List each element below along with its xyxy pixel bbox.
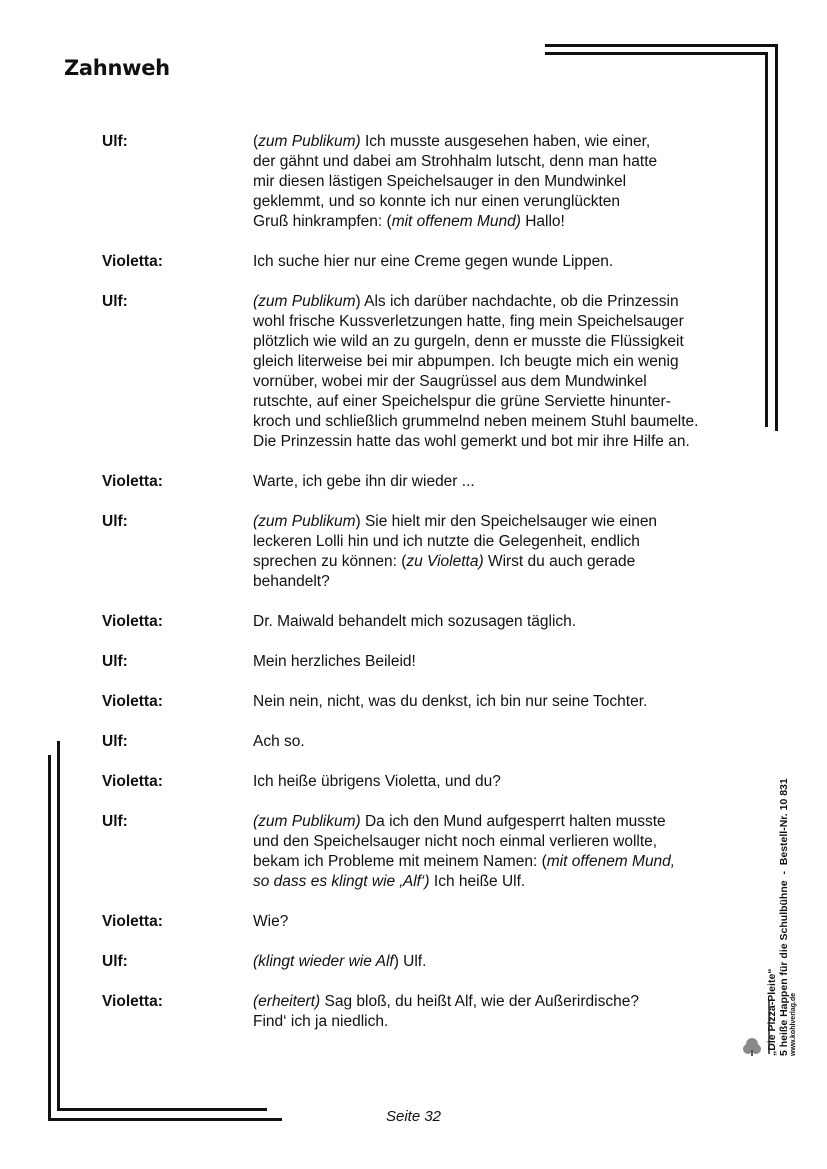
dialogue-line xyxy=(253,172,753,192)
spoken-text: Warte, ich gebe ihn dir wieder ... xyxy=(253,473,475,490)
stage-direction: (zum Publikum xyxy=(253,513,356,530)
spoken-text: Nein nein, nicht, was du denkst, ich bin nur seine Tochter. xyxy=(253,693,648,710)
dialogue-line xyxy=(253,572,753,592)
dialogue-line xyxy=(253,612,753,632)
side-book-title: „Die Pizza-Pleite“ xyxy=(766,968,778,1056)
dialogue-line xyxy=(253,1012,753,1032)
spoken-text: Find‘ ich ja niedlich. xyxy=(253,1013,389,1030)
dialogue-line xyxy=(253,952,753,972)
dialogue-line xyxy=(253,152,753,172)
dialogue-line xyxy=(253,512,753,532)
dialogue-line xyxy=(253,732,753,752)
stage-direction: mit offenem Mund) xyxy=(391,213,521,230)
dialogue-line xyxy=(253,412,753,432)
spoken-text: geklemmt, und so konnte ich nur einen verunglückten xyxy=(253,193,621,210)
speaker-name: Ulf: xyxy=(102,293,128,310)
frame-top-outer xyxy=(545,44,778,47)
spoken-text: Ich musste ausgesehen haben, wie einer, xyxy=(360,133,651,150)
dialogue-line xyxy=(253,832,753,852)
frame-left-inner xyxy=(57,741,60,1111)
spoken-text: Die Prinzessin hatte das wohl gemerkt und bot mir ihre Hilfe an. xyxy=(253,433,690,450)
dialogue-line xyxy=(253,192,753,212)
spoken-text: ) Ulf. xyxy=(393,953,427,970)
frame-top-inner xyxy=(545,52,768,55)
spoken-text: der gähnt und dabei am Strohhalm lutscht, denn man hatte xyxy=(253,153,658,170)
side-book-order: 5 heiße Happen für die Schulbühne - Bestell-Nr. 10 831 xyxy=(778,778,790,1056)
spoken-text: Sag bloß, du heißt Alf, wie der Außerirdische? xyxy=(320,993,639,1010)
stage-direction: (zum Publikum xyxy=(253,293,356,310)
speaker-name: Violetta: xyxy=(102,773,163,790)
spoken-text: sprechen zu können: ( xyxy=(253,553,407,570)
spoken-text: mir diesen lästigen Speichelsauger in den Mundwinkel xyxy=(253,173,627,190)
stage-direction: zum Publikum) xyxy=(258,133,361,150)
speaker-name: Ulf: xyxy=(102,513,128,530)
spoken-text: Ich suche hier nur eine Creme gegen wunde Lippen. xyxy=(253,253,614,270)
speaker-name: Ulf: xyxy=(102,133,128,150)
stage-direction: (zum Publikum) xyxy=(253,813,361,830)
spoken-text: bekam ich Probleme mit meinem Namen: ( xyxy=(253,853,547,870)
spoken-text: Ach so. xyxy=(253,733,305,750)
dialogue-line xyxy=(253,692,753,712)
stage-direction: (klingt wieder wie Alf xyxy=(253,953,394,970)
spoken-text: Ich heiße Ulf. xyxy=(429,873,526,890)
speaker-name: Ulf: xyxy=(102,653,128,670)
dialogue-line xyxy=(253,812,753,832)
spoken-text: ) Sie hielt mir den Speichelsauger wie einen xyxy=(355,513,658,530)
spoken-text: rutschte, auf einer Speichelspur die grüne Serviette hinunter- xyxy=(253,393,671,410)
page-number: Seite 32 xyxy=(385,1108,442,1125)
spoken-text: Wirst du auch gerade xyxy=(483,553,636,570)
spoken-text: plötzlich wie wild an zu gurgeln, denn er musste die Flüssigkeit xyxy=(253,333,684,350)
spoken-text: ( xyxy=(253,133,259,150)
frame-left-outer xyxy=(48,755,51,1121)
spoken-text: wohl frische Kussverletzungen hatte, fing mein Speichelsauger xyxy=(253,313,684,330)
speaker-name: Ulf: xyxy=(102,953,128,970)
stage-direction: so dass es klingt wie ‚Alf‘) xyxy=(253,873,430,890)
dialogue-line xyxy=(253,372,753,392)
spoken-text: gleich literweise bei mir abpumpen. Ich beugte mich ein wenig xyxy=(253,353,679,370)
speaker-name: Violetta: xyxy=(102,993,163,1010)
spoken-text: Gruß hinkrampfen: ( xyxy=(253,213,392,230)
spoken-text: ) Als ich darüber nachdachte, ob die Prinzessin xyxy=(355,293,679,310)
stage-direction: (erheitert) xyxy=(253,993,321,1010)
dialogue-line xyxy=(253,432,753,452)
speaker-name: Ulf: xyxy=(102,733,128,750)
spoken-text: Wie? xyxy=(253,913,289,930)
dialogue-line xyxy=(253,772,753,792)
dialogue-line xyxy=(253,652,753,672)
page-title: Zahnweh xyxy=(64,56,170,80)
spoken-text: behandelt? xyxy=(253,573,330,590)
dialogue-line xyxy=(253,292,753,312)
spoken-text: Ich heiße übrigens Violetta, und du? xyxy=(253,773,501,790)
stage-direction: zu Violetta) xyxy=(406,553,484,570)
dialogue-line xyxy=(253,532,753,552)
spoken-text: kroch und schließlich grummelnd neben meinem Stuhl baumelte. xyxy=(253,413,699,430)
dialogue-line xyxy=(253,332,753,352)
dialogue-line xyxy=(253,472,753,492)
spoken-text: Hallo! xyxy=(520,213,565,230)
dialogue-line xyxy=(253,212,753,232)
dialogue-line xyxy=(253,392,753,412)
spoken-text: Mein herzliches Beileid! xyxy=(253,653,416,670)
frame-right-inner xyxy=(765,52,768,427)
speaker-name: Violetta: xyxy=(102,253,163,270)
speaker-name: Violetta: xyxy=(102,613,163,630)
dialogue-line xyxy=(253,852,753,872)
dialogue-line xyxy=(253,132,753,152)
speaker-name: Ulf: xyxy=(102,813,128,830)
spoken-text: Dr. Maiwald behandelt mich sozusagen täglich. xyxy=(253,613,577,630)
dialogue-line xyxy=(253,312,753,332)
dialogue-line xyxy=(253,872,753,892)
publisher-logo xyxy=(741,992,793,1058)
dialogue-line xyxy=(253,252,753,272)
spoken-text: vornüber, wobei mir der Saugrüssel aus dem Mundwinkel xyxy=(253,373,647,390)
spoken-text: leckeren Lolli hin und ich nutzte die Gelegenheit, endlich xyxy=(253,533,640,550)
frame-right-outer xyxy=(775,44,778,431)
speaker-name: Violetta: xyxy=(102,693,163,710)
spoken-text: und den Speichelsauger nicht noch einmal verlieren wollte, xyxy=(253,833,658,850)
stage-direction: mit offenem Mund, xyxy=(546,853,676,870)
dialogue-line xyxy=(253,912,753,932)
publisher-url: www.kohlverlag.de xyxy=(790,992,797,1056)
speaker-name: Violetta: xyxy=(102,913,163,930)
dialogue-line xyxy=(253,352,753,372)
spoken-text: Da ich den Mund aufgesperrt halten musste xyxy=(360,813,666,830)
dialogue-line xyxy=(253,552,753,572)
speaker-name: Violetta: xyxy=(102,473,163,490)
dialogue-line xyxy=(253,992,753,1012)
